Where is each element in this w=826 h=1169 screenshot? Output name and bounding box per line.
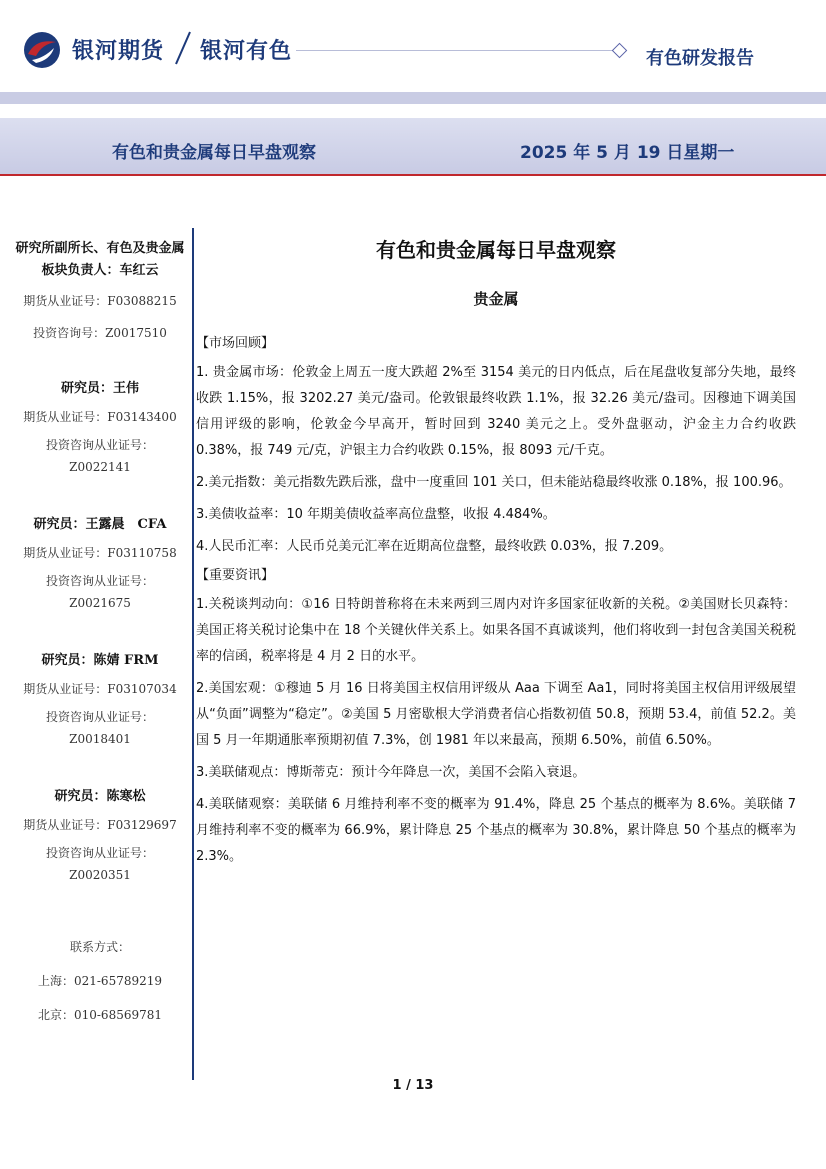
analyst-title: 研究员：陈婧 FRM xyxy=(41,653,159,668)
contact-shanghai: 上海：021-65789219 xyxy=(37,974,163,988)
header-rule xyxy=(296,50,616,51)
analyst-title: 研究员：陈寒松 xyxy=(54,789,146,804)
analyst-title: 研究员：王伟 xyxy=(60,381,139,396)
contact-beijing: 北京：010-68569781 xyxy=(37,1008,163,1022)
header-band-red-rule xyxy=(0,174,826,176)
subject-heading: 贵金属 xyxy=(473,290,519,308)
license-line: Z0018401 xyxy=(69,732,131,746)
license-line: 期货从业证号：F03107034 xyxy=(23,682,177,696)
license-line: 投资咨询从业证号： xyxy=(45,438,154,452)
analyst-block xyxy=(14,378,186,478)
analyst-title: 研究所副所长、有色及贵金属板块负责人：车红云 xyxy=(15,241,185,278)
brand-name: 银河期货 xyxy=(72,39,165,64)
sidebar-divider xyxy=(192,228,194,1080)
paragraph: 2.美元指数：美元指数先跌后涨，盘中一度重回 101 关口，但未能站稳最终收涨 0.18%，报 100.96。 xyxy=(196,475,792,490)
brand-divider-slash xyxy=(172,28,194,68)
analyst-block xyxy=(14,514,186,614)
analyst-block xyxy=(14,238,186,344)
galaxy-logo-icon xyxy=(22,30,62,70)
diamond-icon xyxy=(612,43,628,59)
document-title: 有色和贵金属每日早盘观察 xyxy=(376,238,616,262)
report-type: 有色研发报告 xyxy=(646,48,754,69)
license-line: 期货从业证号：F03088215 xyxy=(23,294,177,308)
paragraph: 1.关税谈判动向：①16 日特朗普称将在未来两到三周内对许多国家征收新的关税。②美国财长贝森特：美国正将关税讨论集中在 18 个关键伙伴关系上。如果各国不真诚谈判，他们将收到一封包含美国关税税率的信函，税率将是 4 月 2 日的水平。 xyxy=(196,597,796,664)
header-band-thin xyxy=(0,92,826,104)
analyst-sidebar xyxy=(14,238,186,1026)
license-line: 期货从业证号：F03110758 xyxy=(23,546,177,560)
license-line: 期货从业证号：F03129697 xyxy=(23,818,177,832)
band-date: 2025 年 5 月 19 日星期一 xyxy=(520,143,735,163)
page-number: 1 / 13 xyxy=(392,1078,434,1093)
license-line: 投资咨询从业证号： xyxy=(45,846,154,860)
license-line: 期货从业证号：F03143400 xyxy=(23,410,177,424)
band-title: 有色和贵金属每日早盘观察 xyxy=(112,143,316,163)
paragraph: 4.人民币汇率：人民币兑美元汇率在近期高位盘整，最终收跌 0.03%，报 7.209。 xyxy=(196,539,673,554)
analyst-title: 研究员：王露晨 CFA xyxy=(33,517,167,532)
license-line: 投资咨询从业证号： xyxy=(45,710,154,724)
paragraph: 4.美联储观察：美联储 6 月维持利率不变的概率为 91.4%，降息 25 个基点的概率为 8.6%。美联储 7 月维持利率不变的概率为 66.9%，累计降息 25 个基点的概率为 30.8%，累计降息 50 个基点的概率为 2.3%。 xyxy=(196,797,796,864)
contact-label: 联系方式： xyxy=(69,940,130,954)
brand-subname: 银河有色 xyxy=(200,39,293,64)
license-line: Z0020351 xyxy=(69,868,131,882)
paragraph: 1. 贵金属市场：伦敦金上周五一度大跌超 2%至 3154 美元的日内低点，后在尾盘收复部分失地，最终收跌 1.15%，报 3202.27 美元/盎司。伦敦银最终收跌 1.1%，报 32.26 美元/盎司。因穆迪下调美国信用评级的影响，伦敦金今早高开，暂时回到 3240 美元之上。受外盘驱动，沪金主力合约收跌 0.38%，报 749 元/克，沪银主力合约收跌 0.15%，报 8093 元/千克。 xyxy=(196,365,796,458)
analyst-block xyxy=(14,650,186,750)
section-heading-news: 【重要资讯】 xyxy=(196,568,275,583)
analyst-block xyxy=(14,786,186,886)
paragraph: 3.美债收益率：10 年期美债收益率高位盘整，收报 4.484%。 xyxy=(196,507,556,522)
paragraph: 2.美国宏观：①穆迪 5 月 16 日将美国主权信用评级从 Aaa 下调至 Aa1，同时将美国主权信用评级展望从“负面”调整为“稳定”。②美国 5 月密歇根大学消费者信心指数初值 50.8，预期 53.4，前值 52.2。美国 5 月一年期通胀率预期初值 7.3%，创 1981 年以来最高，预期 6.50%，前值 6.50%。 xyxy=(196,681,796,748)
license-line: 投资咨询从业证号： xyxy=(45,574,154,588)
report-body xyxy=(196,230,796,870)
license-line: Z0021675 xyxy=(69,596,131,610)
license-line: 投资咨询号：Z0017510 xyxy=(33,326,167,340)
license-line: Z0022141 xyxy=(69,460,131,474)
paragraph: 3.美联储观点：博斯蒂克：预计今年降息一次，美国不会陷入衰退。 xyxy=(196,765,586,780)
section-heading-market-review: 【市场回顾】 xyxy=(196,336,275,351)
